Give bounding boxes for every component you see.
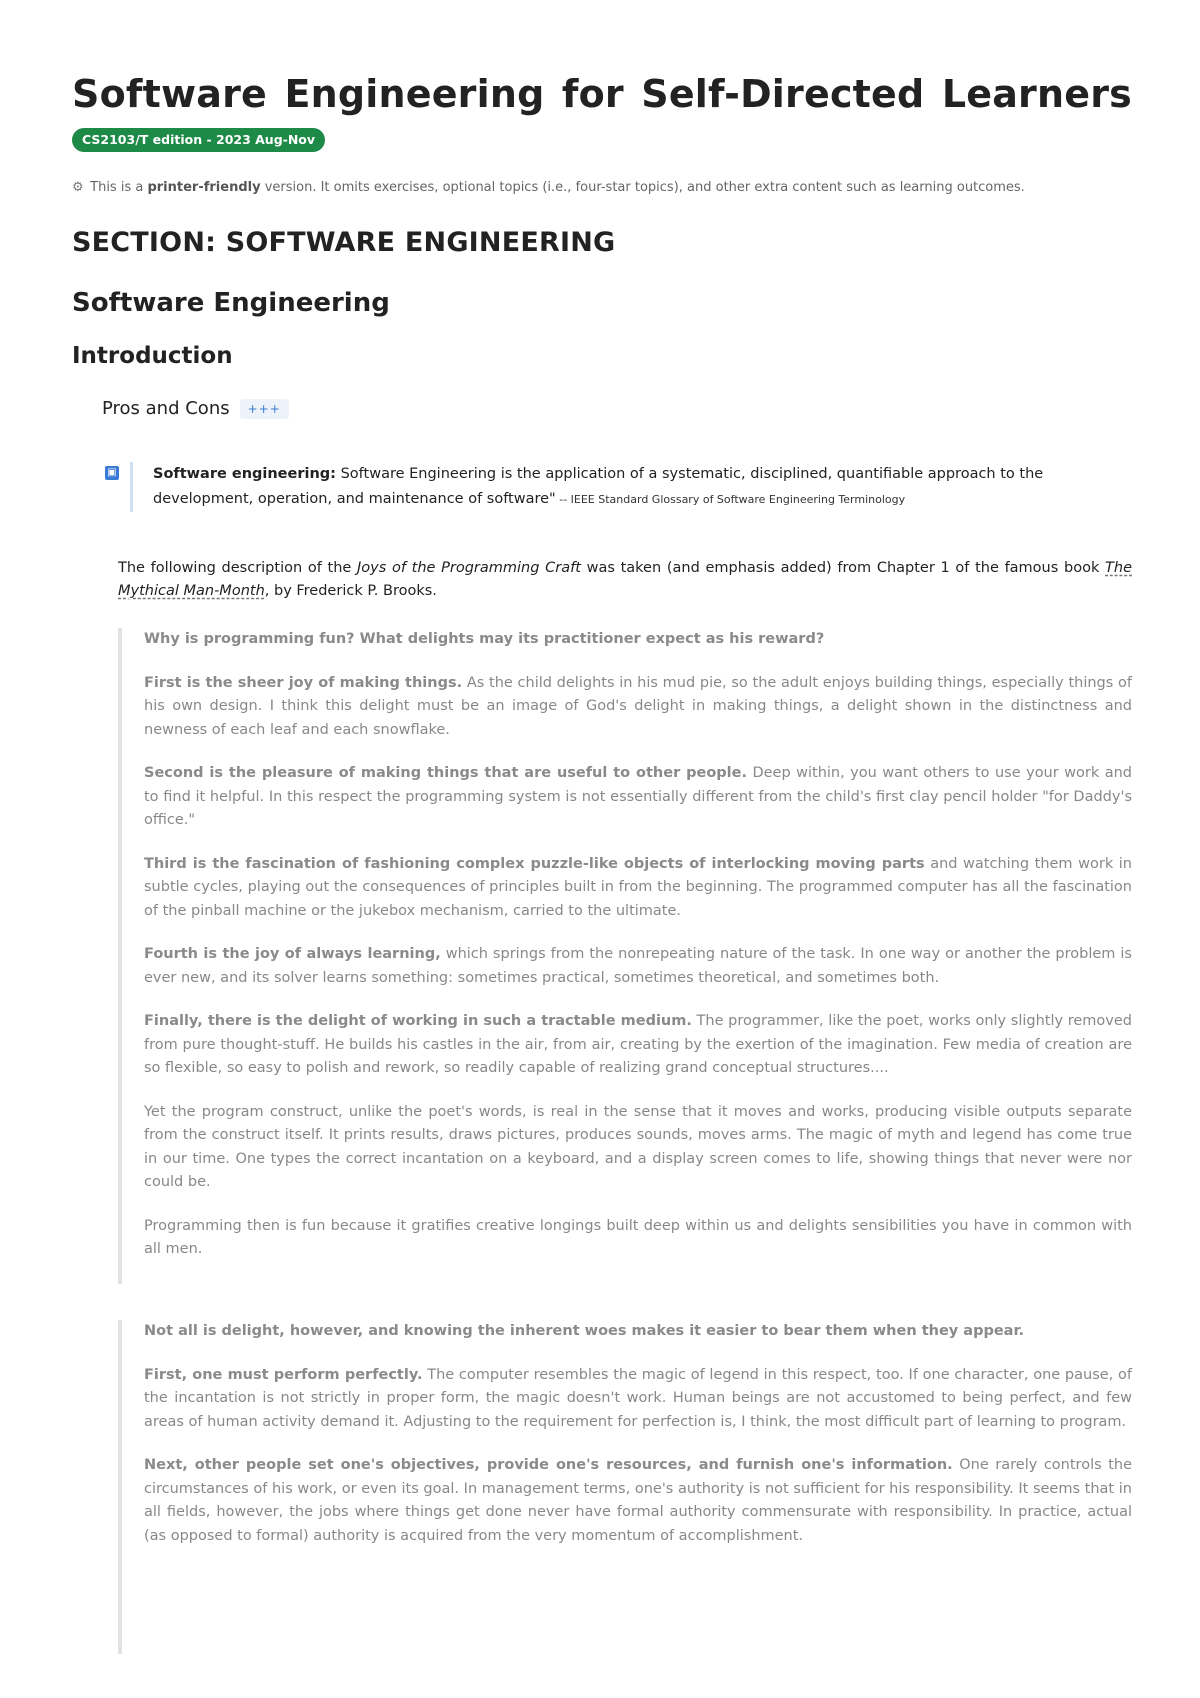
quote-emphasis: Next, other people set one's objectives, provide one's resources, and furnish one's information. xyxy=(144,1457,953,1473)
lead-paragraph xyxy=(118,557,1132,603)
lead-text: , by Frederick P. Brooks. xyxy=(264,583,437,599)
lead-text: was taken (and emphasis added) from Chapter 1 of the famous book xyxy=(580,560,1106,576)
quote-question: Why is programming fun? What delights may its practitioner expect as his reward? xyxy=(144,631,825,647)
quote-text: Deep within, you want others to use your work and to find it helpful. In this respect the programming system is not essentially different from the child's first clay pencil holder "for Daddy's office." xyxy=(144,765,1132,828)
quote-paragraph xyxy=(144,853,1132,924)
definition-source: -- IEEE Standard Glossary of Software Engineering Terminology xyxy=(555,493,906,506)
lead-emphasis: Joys of the Programming Craft xyxy=(357,560,581,576)
definition-icon: ▣ xyxy=(105,466,119,480)
quote-question: Not all is delight, however, and knowing the inherent woes makes it easier to bear them when they appear. xyxy=(144,1323,1025,1339)
section-heading: SECTION: SOFTWARE ENGINEERING xyxy=(72,227,616,258)
note-prefix: This is a xyxy=(90,180,148,195)
print-icon: ⚙ xyxy=(72,180,84,195)
quote-paragraph xyxy=(144,628,1132,652)
quote-paragraph xyxy=(144,1364,1132,1435)
quote-paragraph: Programming then is fun because it gratifies creative longings built deep within us and delights sensibilities you have in common with all men. xyxy=(144,1217,1132,1257)
title-word: Engineering xyxy=(284,72,545,116)
subtopic-title: Pros and Cons xyxy=(102,398,230,419)
title-word: for xyxy=(561,72,624,116)
definition-term: Software engineering: xyxy=(153,466,336,482)
document-title xyxy=(72,72,1132,116)
quote-emphasis: Third is the fascination of fashioning complex puzzle-like objects of interlocking moving parts xyxy=(144,855,925,872)
printer-friendly-note xyxy=(72,180,1025,195)
quote-paragraph xyxy=(144,943,1132,990)
difficulty-tag: +++ xyxy=(240,399,289,419)
subtopic-heading xyxy=(102,398,289,419)
chapter-heading: Software Engineering xyxy=(72,288,390,318)
quote-paragraph xyxy=(144,762,1132,833)
quote-text: which springs from the nonrepeating nature of the task. In one way or another the problem is ever new, and its solver learns something: sometimes practical, sometimes theoretical, and sometimes both. xyxy=(144,946,1132,986)
edition-badge: CS2103/T edition - 2023 Aug-Nov xyxy=(72,128,325,152)
quote-text: One rarely controls the circumstances of his work, or even its goal. In management terms, one's authority is not sufficient for his responsibility. It seems that in all fields, however, the jobs where things get done never have formal authority commensurate with responsibility. In practice, actual (as opposed to formal) authority is acquired from the very momentum of accomplishment. xyxy=(144,1457,1132,1544)
woes-quote xyxy=(118,1320,1132,1654)
quote-text: The computer resembles the magic of legend in this respect, too. If one character, one pause, of the incantation is not strictly in proper form, the magic doesn't work. Human beings are not accustomed to being perfect, and few areas of human activity demand it. Adjusting to the requirement for perfection is, I think, the most difficult part of learning to program. xyxy=(144,1366,1132,1430)
quote-emphasis: First is the sheer joy of making things. xyxy=(144,674,463,691)
definition-box xyxy=(107,462,1132,512)
topic-heading: Introduction xyxy=(72,343,233,369)
title-word: Learners xyxy=(941,72,1132,116)
quote-paragraph xyxy=(144,1320,1132,1344)
quote-emphasis: Fourth is the joy of always learning, xyxy=(144,946,441,962)
quote-paragraph xyxy=(144,1010,1132,1081)
quote-paragraph xyxy=(144,1454,1132,1548)
quote-paragraph xyxy=(144,672,1132,743)
quote-paragraph: Yet the program construct, unlike the poet's words, is real in the sense that it moves and works, producing visible outputs separate from the construct itself. It prints results, draws pictures, produces sounds, moves arms. The magic of myth and legend has come true in our time. One types the correct incantation on a keyboard, and a display screen comes to life, showing things that never were nor could be. xyxy=(144,1103,1132,1190)
quote-emphasis: First, one must perform perfectly. xyxy=(144,1366,423,1383)
lead-text: The following description of the xyxy=(118,560,358,576)
quote-text: and watching them work in subtle cycles, playing out the consequences of principles built in from the beginning. The programmed computer has all the fascination of the pinball machine or the jukebox mechanism, carried to the ultimate. xyxy=(144,855,1132,919)
quote-emphasis: Second is the pleasure of making things that are useful to other people. xyxy=(144,765,747,781)
quote-text: As the child delights in his mud pie, so the adult enjoys building things, especially things of his own design. I think this delight must be an image of God's delight in making things, a delight shown in the distinctness and newness of each leaf and each snowflake. xyxy=(144,674,1132,738)
definition-text: Software Engineering is the application of a systematic, disciplined, quantifiable approach to the development, operation, and maintenance of software" xyxy=(153,466,1044,507)
book-title-link[interactable]: The Mythical Man-Month xyxy=(118,560,1132,599)
note-suffix: version. It omits exercises, optional topics (i.e., four-star topics), and other extra content such as learning outcomes. xyxy=(260,180,1025,195)
quote-text: The programmer, like the poet, works only slightly removed from pure thought-stuff. He builds his castles in the air, from air, creating by the exertion of the imagination. Few media of creation are so flexible, so easy to polish and rework, so readily capable of realizing grand conceptual structures.... xyxy=(144,1013,1132,1076)
quote-emphasis: Finally, there is the delight of working in such a tractable medium. xyxy=(144,1013,692,1029)
note-bold: printer-friendly xyxy=(147,180,261,195)
joys-quote xyxy=(118,628,1132,1284)
title-word: Software xyxy=(72,72,268,116)
title-word: Self-Directed xyxy=(641,72,925,116)
